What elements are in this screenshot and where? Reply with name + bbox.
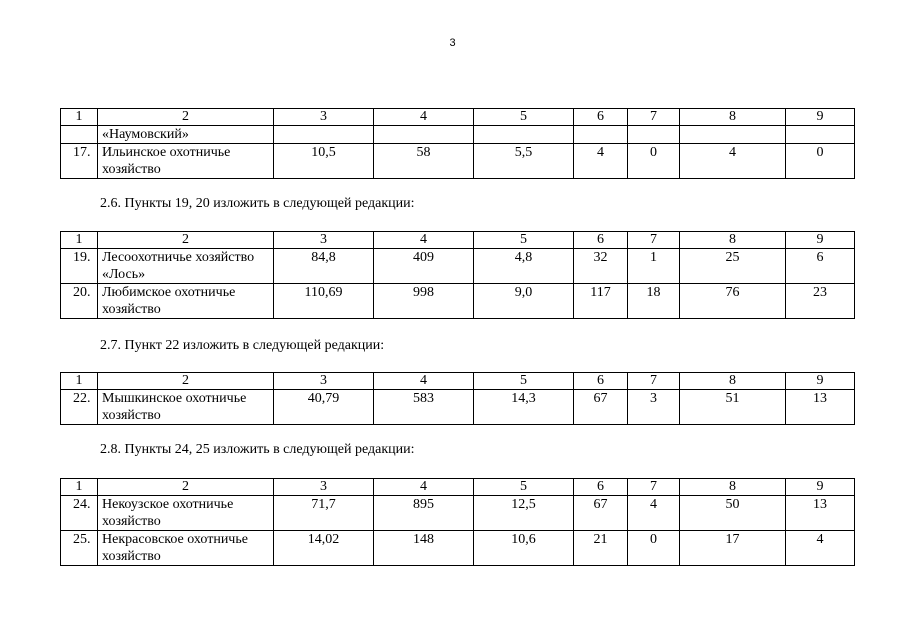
cell: 32 bbox=[574, 249, 628, 284]
cell: 14,3 bbox=[474, 390, 574, 425]
col-header: 8 bbox=[680, 479, 786, 496]
col-header: 7 bbox=[628, 232, 680, 249]
table-row bbox=[61, 249, 855, 284]
cell: 84,8 bbox=[274, 249, 374, 284]
cell: 71,7 bbox=[274, 496, 374, 531]
cell bbox=[628, 126, 680, 144]
table-1 bbox=[60, 108, 855, 179]
cell-number: 17. bbox=[61, 144, 98, 179]
col-header: 9 bbox=[786, 479, 855, 496]
cell-name: Любимское охотничье хозяйство bbox=[98, 284, 274, 319]
cell: 4,8 bbox=[474, 249, 574, 284]
table-row bbox=[61, 496, 855, 531]
cell: 110,69 bbox=[274, 284, 374, 319]
cell: 10,6 bbox=[474, 531, 574, 566]
cell: 9,0 bbox=[474, 284, 574, 319]
col-header: 1 bbox=[61, 232, 98, 249]
cell bbox=[474, 126, 574, 144]
cell-number: 24. bbox=[61, 496, 98, 531]
col-header: 9 bbox=[786, 109, 855, 126]
cell-number bbox=[61, 126, 98, 144]
cell: 148 bbox=[374, 531, 474, 566]
col-header: 3 bbox=[274, 232, 374, 249]
cell: 13 bbox=[786, 496, 855, 531]
col-header: 2 bbox=[98, 373, 274, 390]
cell: 0 bbox=[786, 144, 855, 179]
col-header: 7 bbox=[628, 109, 680, 126]
col-header: 5 bbox=[474, 479, 574, 496]
cell: 21 bbox=[574, 531, 628, 566]
col-header: 1 bbox=[61, 479, 98, 496]
cell-name: Мышкинское охотничье хозяйство bbox=[98, 390, 274, 425]
cell: 3 bbox=[628, 390, 680, 425]
cell: 18 bbox=[628, 284, 680, 319]
table-header-row bbox=[61, 109, 855, 126]
cell: 13 bbox=[786, 390, 855, 425]
table-row bbox=[61, 144, 855, 179]
cell: 23 bbox=[786, 284, 855, 319]
table-row bbox=[61, 126, 855, 144]
table-header-row bbox=[61, 373, 855, 390]
cell: 67 bbox=[574, 390, 628, 425]
cell: 10,5 bbox=[274, 144, 374, 179]
cell: 67 bbox=[574, 496, 628, 531]
cell: 40,79 bbox=[274, 390, 374, 425]
col-header: 8 bbox=[680, 373, 786, 390]
col-header: 4 bbox=[374, 479, 474, 496]
cell-number: 25. bbox=[61, 531, 98, 566]
table-row bbox=[61, 284, 855, 319]
col-header: 6 bbox=[574, 109, 628, 126]
cell: 17 bbox=[680, 531, 786, 566]
cell: 14,02 bbox=[274, 531, 374, 566]
page-number: 3 bbox=[449, 37, 456, 49]
cell bbox=[374, 126, 474, 144]
section-heading-2-8: 2.8. Пункты 24, 25 изложить в следующей редакции: bbox=[100, 442, 415, 457]
cell bbox=[680, 126, 786, 144]
section-heading-2-7: 2.7. Пункт 22 изложить в следующей редакции: bbox=[100, 338, 385, 353]
col-header: 1 bbox=[61, 109, 98, 126]
cell: 58 bbox=[374, 144, 474, 179]
col-header: 7 bbox=[628, 479, 680, 496]
col-header: 6 bbox=[574, 373, 628, 390]
table-row bbox=[61, 531, 855, 566]
cell: 583 bbox=[374, 390, 474, 425]
cell: 1 bbox=[628, 249, 680, 284]
table-header-row bbox=[61, 232, 855, 249]
col-header: 4 bbox=[374, 373, 474, 390]
col-header: 8 bbox=[680, 109, 786, 126]
cell: 4 bbox=[574, 144, 628, 179]
section-heading-2-6: 2.6. Пункты 19, 20 изложить в следующей редакции: bbox=[100, 196, 415, 211]
cell: 4 bbox=[628, 496, 680, 531]
cell: 6 bbox=[786, 249, 855, 284]
col-header: 4 bbox=[374, 232, 474, 249]
cell: 998 bbox=[374, 284, 474, 319]
col-header: 9 bbox=[786, 373, 855, 390]
col-header: 1 bbox=[61, 373, 98, 390]
cell: 50 bbox=[680, 496, 786, 531]
cell: 0 bbox=[628, 531, 680, 566]
col-header: 4 bbox=[374, 109, 474, 126]
col-header: 5 bbox=[474, 232, 574, 249]
cell-name: Ильинское охотничье хозяйство bbox=[98, 144, 274, 179]
col-header: 6 bbox=[574, 479, 628, 496]
cell: 5,5 bbox=[474, 144, 574, 179]
cell: 12,5 bbox=[474, 496, 574, 531]
table-row bbox=[61, 390, 855, 425]
cell: 117 bbox=[574, 284, 628, 319]
cell bbox=[574, 126, 628, 144]
col-header: 7 bbox=[628, 373, 680, 390]
cell: 895 bbox=[374, 496, 474, 531]
col-header: 3 bbox=[274, 109, 374, 126]
cell: 0 bbox=[628, 144, 680, 179]
col-header: 9 bbox=[786, 232, 855, 249]
cell-name: Некоузское охотничье хозяйство bbox=[98, 496, 274, 531]
col-header: 5 bbox=[474, 373, 574, 390]
cell: 76 bbox=[680, 284, 786, 319]
cell-number: 19. bbox=[61, 249, 98, 284]
cell-name: Лесоохотничье хозяйство «Лось» bbox=[98, 249, 274, 284]
col-header: 8 bbox=[680, 232, 786, 249]
cell: 4 bbox=[786, 531, 855, 566]
cell-name: Некрасовское охотничье хозяйство bbox=[98, 531, 274, 566]
col-header: 3 bbox=[274, 479, 374, 496]
cell bbox=[274, 126, 374, 144]
cell: 4 bbox=[680, 144, 786, 179]
col-header: 2 bbox=[98, 232, 274, 249]
cell: 409 bbox=[374, 249, 474, 284]
table-2 bbox=[60, 231, 855, 319]
col-header: 5 bbox=[474, 109, 574, 126]
col-header: 6 bbox=[574, 232, 628, 249]
col-header: 2 bbox=[98, 109, 274, 126]
cell-name: «Наумовский» bbox=[98, 126, 274, 144]
table-header-row bbox=[61, 479, 855, 496]
table-3 bbox=[60, 372, 855, 425]
cell-number: 20. bbox=[61, 284, 98, 319]
cell-number: 22. bbox=[61, 390, 98, 425]
col-header: 2 bbox=[98, 479, 274, 496]
col-header: 3 bbox=[274, 373, 374, 390]
cell: 51 bbox=[680, 390, 786, 425]
cell bbox=[786, 126, 855, 144]
cell: 25 bbox=[680, 249, 786, 284]
table-4 bbox=[60, 478, 855, 566]
